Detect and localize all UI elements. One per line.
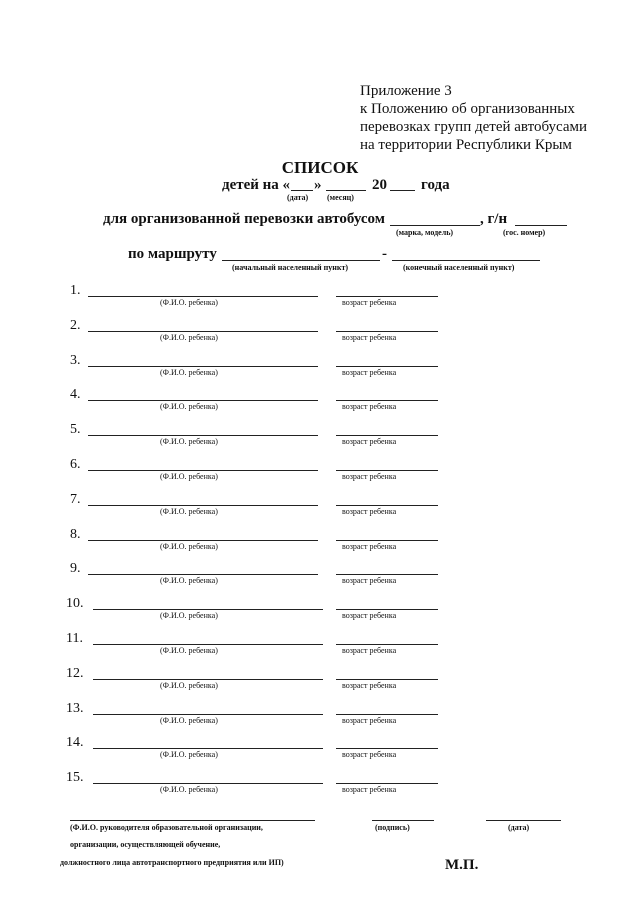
child-age-caption: возраст ребенка: [342, 611, 397, 620]
child-age-field[interactable]: [336, 540, 438, 541]
child-name-field[interactable]: [88, 400, 318, 401]
child-name-field[interactable]: [93, 748, 323, 749]
child-age-caption: возраст ребенка: [342, 402, 397, 411]
child-age-caption: возраст ребенка: [342, 437, 397, 446]
child-age-caption: возраст ребенка: [342, 576, 397, 585]
row-number: 1.: [70, 283, 81, 298]
child-name-field[interactable]: [93, 679, 323, 680]
row-number: 10.: [66, 596, 84, 611]
date-caption: (дата): [508, 823, 530, 832]
appendix-line-2: к Положению об организованных: [360, 101, 575, 117]
month-field[interactable]: [326, 190, 366, 191]
document-title: СПИСОК: [281, 158, 359, 177]
signature-caption: (подпись): [375, 823, 410, 832]
child-age-caption: возраст ребенка: [342, 750, 397, 759]
child-age-caption: возраст ребенка: [342, 716, 397, 725]
caption-route-start: (начальный населенный пункт): [232, 263, 349, 272]
row-number: 2.: [70, 318, 81, 333]
child-name-caption: (Ф.И.О. ребенка): [160, 576, 218, 585]
row-number: 13.: [66, 701, 84, 716]
row-number: 15.: [66, 770, 84, 785]
child-age-field[interactable]: [336, 644, 438, 645]
child-age-caption: возраст ребенка: [342, 298, 397, 307]
child-age-field[interactable]: [336, 470, 438, 471]
child-name-field[interactable]: [88, 296, 318, 297]
child-age-caption: возраст ребенка: [342, 333, 397, 342]
footer-head-caption-3: должностного лица автотранспортного предприятия или ИП): [60, 858, 284, 867]
bus-plate-label: , г/н: [480, 211, 508, 227]
appendix-block: [360, 82, 587, 154]
child-name-caption: (Ф.И.О. ребенка): [160, 646, 218, 655]
child-age-field[interactable]: [336, 748, 438, 749]
child-age-field[interactable]: [336, 679, 438, 680]
child-name-caption: (Ф.И.О. ребенка): [160, 368, 218, 377]
row-number: 8.: [70, 527, 81, 542]
row-number: 5.: [70, 422, 81, 437]
children-on-label: детей на «: [222, 177, 291, 193]
child-name-caption: (Ф.И.О. ребенка): [160, 298, 218, 307]
child-name-field[interactable]: [93, 644, 323, 645]
child-age-field[interactable]: [336, 400, 438, 401]
child-age-caption: возраст ребенка: [342, 681, 397, 690]
row-number: 6.: [70, 457, 81, 472]
bus-label: для организованной перевозки автобусом: [103, 211, 385, 227]
route-dash: -: [382, 246, 387, 262]
appendix-line-3: перевозках групп детей автобусами: [360, 119, 588, 135]
bus-model-field[interactable]: [390, 225, 480, 226]
child-name-field[interactable]: [88, 505, 318, 506]
child-age-caption: возраст ребенка: [342, 785, 397, 794]
stamp-label: М.П.: [445, 857, 479, 873]
child-age-field[interactable]: [336, 783, 438, 784]
child-age-field[interactable]: [336, 296, 438, 297]
child-name-caption: (Ф.И.О. ребенка): [160, 542, 218, 551]
child-age-field[interactable]: [336, 366, 438, 367]
route-start-field[interactable]: [222, 260, 380, 261]
child-name-caption: (Ф.И.О. ребенка): [160, 716, 218, 725]
caption-route-end: (конечный населенный пункт): [403, 263, 515, 272]
child-name-field[interactable]: [88, 470, 318, 471]
child-name-caption: (Ф.И.О. ребенка): [160, 611, 218, 620]
footer-head-caption-2: организации, осуществляющей обучение,: [70, 840, 221, 849]
route-end-field[interactable]: [392, 260, 540, 261]
signature-field[interactable]: [372, 820, 434, 821]
caption-model: (марка, модель): [396, 228, 454, 237]
row-number: 14.: [66, 735, 84, 750]
child-age-field[interactable]: [336, 505, 438, 506]
caption-date: (дата): [287, 193, 309, 202]
child-age-field[interactable]: [336, 331, 438, 332]
footer-head-caption-1: (Ф.И.О. руководителя образовательной организации,: [70, 823, 263, 832]
child-age-caption: возраст ребенка: [342, 368, 397, 377]
appendix-line-1: Приложение 3: [360, 83, 452, 99]
child-name-caption: (Ф.И.О. ребенка): [160, 785, 218, 794]
child-name-caption: (Ф.И.О. ребенка): [160, 437, 218, 446]
child-name-caption: (Ф.И.О. ребенка): [160, 402, 218, 411]
quote-close: »: [314, 177, 322, 193]
day-field[interactable]: [291, 190, 313, 191]
row-number: 3.: [70, 353, 81, 368]
child-age-field[interactable]: [336, 574, 438, 575]
child-age-caption: возраст ребенка: [342, 542, 397, 551]
child-age-field[interactable]: [336, 435, 438, 436]
child-age-field[interactable]: [336, 714, 438, 715]
child-name-field[interactable]: [88, 540, 318, 541]
row-number: 12.: [66, 666, 84, 681]
child-name-field[interactable]: [93, 714, 323, 715]
caption-plate: (гос. номер): [503, 228, 546, 237]
child-name-field[interactable]: [93, 783, 323, 784]
date-field[interactable]: [486, 820, 561, 821]
caption-month: (месяц): [327, 193, 354, 202]
child-age-caption: возраст ребенка: [342, 507, 397, 516]
row-number: 11.: [66, 631, 83, 646]
child-name-caption: (Ф.И.О. ребенка): [160, 507, 218, 516]
child-name-caption: (Ф.И.О. ребенка): [160, 681, 218, 690]
child-name-field[interactable]: [88, 435, 318, 436]
child-name-field[interactable]: [88, 366, 318, 367]
route-label: по маршруту: [128, 246, 217, 262]
child-age-caption: возраст ребенка: [342, 472, 397, 481]
appendix-line-4: на территории Республики Крым: [360, 137, 572, 153]
child-age-field[interactable]: [336, 609, 438, 610]
row-number: 4.: [70, 387, 81, 402]
child-name-field[interactable]: [93, 609, 323, 610]
child-name-field[interactable]: [88, 331, 318, 332]
child-name-caption: (Ф.И.О. ребенка): [160, 750, 218, 759]
row-number: 9.: [70, 561, 81, 576]
child-name-field[interactable]: [88, 574, 318, 575]
bus-plate-field[interactable]: [515, 225, 567, 226]
year-field[interactable]: [390, 190, 415, 191]
year-suffix: года: [421, 177, 450, 193]
child-name-caption: (Ф.И.О. ребенка): [160, 333, 218, 342]
head-name-field[interactable]: [70, 820, 315, 821]
year-prefix: 20: [372, 177, 387, 193]
child-name-caption: (Ф.И.О. ребенка): [160, 472, 218, 481]
child-age-caption: возраст ребенка: [342, 646, 397, 655]
row-number: 7.: [70, 492, 81, 507]
